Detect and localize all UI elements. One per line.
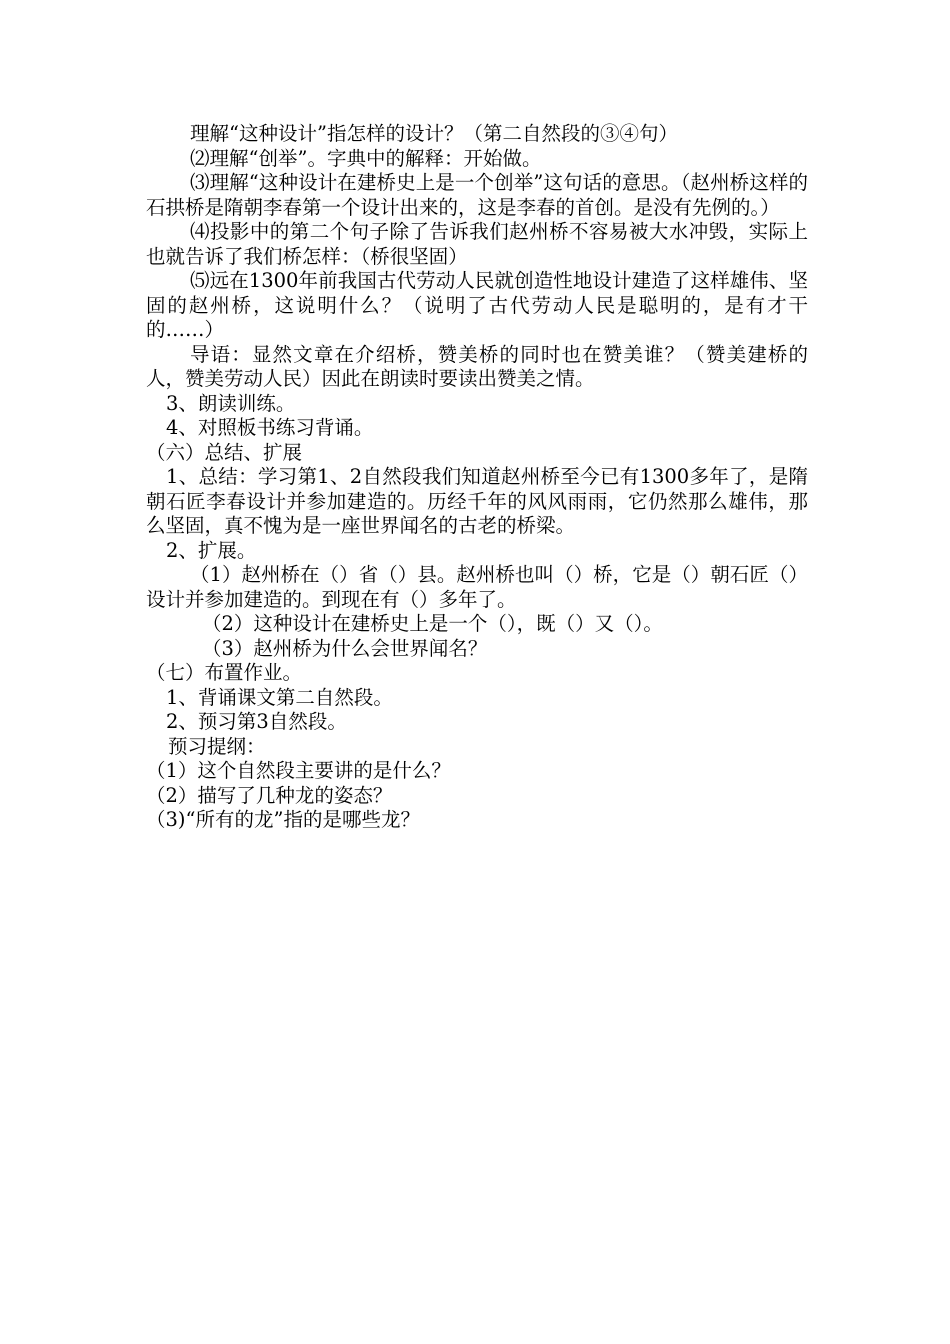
paragraph-recitation: 4、对照板书练习背诵。 — [166, 416, 374, 439]
preview-question-1: （1）这个自然段主要讲的是什么？ — [146, 759, 451, 782]
paragraph-summary: 1、总结：学习第1、2自然段我们知道赵州桥至今已有1300多年了，是隋朝石匠李春设计并参加建造的。历经千年的风风雨雨，它仍然那么雄伟，那么坚固，真不愧为是一座世界闻名的古老的桥梁。 — [146, 465, 808, 537]
preview-question-2: （2）描写了几种龙的姿态？ — [146, 783, 393, 807]
paragraph-ancient-workers: ⑸远在1300年前我国古代劳动人民就创造性地设计建造了这样雄伟、坚固的赵州桥，这说明什么？（说明了古代劳动人民是聪明的，是有才干的……） — [146, 269, 808, 341]
section-heading-summary: （六）总结、扩展 — [146, 440, 303, 464]
preview-outline-heading: 预习提纲： — [168, 734, 266, 758]
section-heading-homework: （七）布置作业。 — [146, 661, 303, 684]
document-body — [146, 122, 808, 833]
paragraph-reading-training: 3、朗读训练。 — [166, 391, 296, 415]
paragraph-guide: 导语：显然文章在介绍桥，赞美桥的同时也在赞美谁？（赞美建桥的人，赞美劳动人民）因此在朗读时要读出赞美之情。 — [146, 342, 808, 390]
paragraph-extension: 2、扩展。 — [166, 538, 257, 562]
exercise-item-2: （2）这种设计在建桥史上是一个（），既（）又（）。 — [202, 612, 663, 635]
exercise-item-3: （3）赵州桥为什么会世界闻名？ — [202, 636, 488, 660]
homework-item-1: 1、背诵课文第二自然段。 — [166, 685, 393, 709]
paragraph-sentence-meaning: ⑶理解“这种设计在建桥史上是一个创举”这句话的意思。（赵州桥这样的石拱桥是隋朝李春第一个设计出来的，这是李春的首创。是没有先例的。） — [146, 171, 808, 219]
homework-item-2: 2、预习第3自然段。 — [166, 710, 347, 733]
paragraph-understand-design: 理解“这种设计”指怎样的设计？（第二自然段的③④句） — [190, 122, 678, 145]
exercise-item-1: （1）赵州桥在（）省（）县。赵州桥也叫（）桥，它是（）朝石匠（）设计并参加建造的。到现在有（）多年了。 — [146, 563, 808, 611]
paragraph-projection-sentence: ⑷投影中的第二个句子除了告诉我们赵州桥不容易被大水冲毁，实际上也就告诉了我们桥怎样：（桥很坚固） — [146, 220, 808, 268]
preview-question-3: （3)“所有的龙”指的是哪些龙？ — [146, 808, 420, 831]
paragraph-understand-chuangju: ⑵理解“创举”。字典中的解释：开始做。 — [190, 146, 542, 170]
